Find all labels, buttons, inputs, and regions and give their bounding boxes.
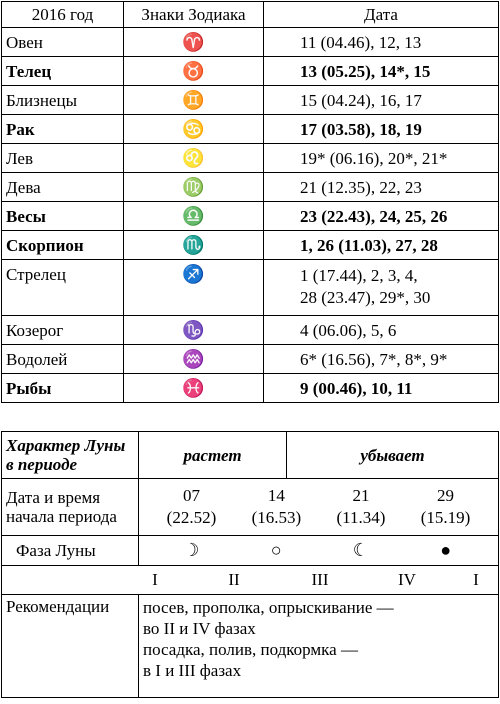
- sign-dates: 19* (06.16), 20*, 21*: [264, 144, 499, 173]
- sign-dates: 6* (16.56), 7*, 8*, 9*: [264, 345, 499, 374]
- period-day: 14: [267, 486, 285, 505]
- period-time: (22.52): [166, 508, 217, 527]
- period-time: (11.34): [336, 508, 386, 527]
- period-date: [421, 485, 471, 529]
- phase-numerals: [2, 566, 499, 595]
- waning-label: убывает: [287, 432, 499, 479]
- phase-numeral: IV: [398, 570, 416, 589]
- aquarius-icon: ♒: [124, 345, 264, 374]
- period-date: [167, 485, 217, 529]
- last-quarter-moon-icon: ☾: [352, 540, 369, 560]
- sign-name: Телец: [2, 57, 124, 86]
- sign-dates: 17 (03.58), 18, 19: [264, 115, 499, 144]
- sign-dates: 21 (12.35), 22, 23: [264, 173, 499, 202]
- period-time: (16.53): [251, 508, 302, 527]
- sign-dates: 1, 26 (11.03), 27, 28: [264, 231, 499, 260]
- phase-numeral: II: [228, 570, 240, 589]
- phase-numeral: III: [311, 570, 329, 589]
- sign-name: Весы: [2, 202, 124, 231]
- recommendations-label: Рекомендации: [2, 595, 139, 698]
- recommendation-line: в I и III фазах: [143, 661, 242, 680]
- date-header: Дата: [264, 2, 499, 28]
- moon-phase-table: [1, 431, 499, 698]
- moon-character-row: [2, 432, 499, 479]
- zodiac-row-sagittarius: [2, 260, 499, 316]
- sign-name: Стрелец: [2, 260, 124, 316]
- moon-phase-row: [2, 536, 499, 566]
- period-date: [336, 485, 385, 529]
- recommendations-text: [139, 595, 499, 698]
- zodiac-row-virgo: [2, 173, 499, 202]
- period-day: 21: [352, 486, 370, 505]
- sign-name: Рак: [2, 115, 124, 144]
- sign-name: Дева: [2, 173, 124, 202]
- first-quarter-moon-icon: ☽: [183, 540, 200, 560]
- signs-header: Знаки Зодиака: [124, 2, 264, 28]
- recommendations-row: [2, 595, 499, 698]
- sign-name: Скорпион: [2, 231, 124, 260]
- recommendation-line: во II и IV фазах: [143, 619, 256, 638]
- zodiac-row-aries: [2, 28, 499, 57]
- zodiac-row-aquarius: [2, 345, 499, 374]
- sign-dates: 23 (22.43), 24, 25, 26: [264, 202, 499, 231]
- period-start-label-line-2: начала периода: [6, 507, 117, 526]
- year-header: 2016 год: [2, 2, 124, 28]
- zodiac-row-leo: [2, 144, 499, 173]
- zodiac-row-cancer: [2, 115, 499, 144]
- aries-icon: ♈: [124, 28, 264, 57]
- phase-numeral-row: [2, 566, 499, 595]
- sign-dates: 11 (04.46), 12, 13: [264, 28, 499, 57]
- sign-dates: 4 (06.06), 5, 6: [264, 316, 499, 345]
- recommendation-line: посев, прополка, опрыскивание —: [143, 598, 394, 617]
- waxing-label: растет: [139, 432, 287, 479]
- moon-character-label-line-2: в периоде: [6, 455, 78, 474]
- sign-dates: 15 (04.24), 16, 17: [264, 86, 499, 115]
- scorpio-icon: ♏: [124, 231, 264, 260]
- full-moon-icon: ○: [270, 540, 282, 560]
- sign-dates: [264, 260, 499, 316]
- capricorn-icon: ♑: [124, 316, 264, 345]
- period-date: [252, 485, 302, 529]
- phase-numeral: I: [152, 570, 158, 589]
- zodiac-row-scorpio: [2, 231, 499, 260]
- moon-character-label-line-1: Характер Луны: [6, 436, 126, 455]
- sign-dates: 13 (05.25), 14*, 15: [264, 57, 499, 86]
- gemini-icon: ♊: [124, 86, 264, 115]
- zodiac-header-row: [2, 2, 499, 28]
- zodiac-row-pisces: [2, 374, 499, 403]
- zodiac-calendar-table: [1, 1, 499, 403]
- moon-phase-icons: [139, 536, 499, 566]
- sign-name: Козерог: [2, 316, 124, 345]
- virgo-icon: ♍: [124, 173, 264, 202]
- recommendation-line: посадка, полив, подкормка —: [143, 640, 358, 659]
- sign-name: Водолей: [2, 345, 124, 374]
- period-start-row: [2, 479, 499, 536]
- sign-name: Овен: [2, 28, 124, 57]
- period-day: 07: [182, 486, 200, 505]
- zodiac-row-taurus: [2, 57, 499, 86]
- new-moon-icon: ●: [440, 540, 452, 560]
- leo-icon: ♌: [124, 144, 264, 173]
- period-day: 29: [437, 486, 455, 505]
- zodiac-row-gemini: [2, 86, 499, 115]
- sagittarius-icon: ♐: [124, 260, 264, 316]
- sign-name: Рыбы: [2, 374, 124, 403]
- libra-icon: ♎: [124, 202, 264, 231]
- period-start-label: [2, 479, 139, 536]
- moon-character-label: [2, 432, 139, 479]
- sign-name: Лев: [2, 144, 124, 173]
- cancer-icon: ♋: [124, 115, 264, 144]
- sign-dates-line-1: 1 (17.44), 2, 3, 4,: [300, 266, 418, 285]
- sign-name: Близнецы: [2, 86, 124, 115]
- pisces-icon: ♓: [124, 374, 264, 403]
- period-time: (15.19): [420, 508, 471, 527]
- zodiac-row-libra: [2, 202, 499, 231]
- sign-dates-line-2: 28 (23.47), 29*, 30: [300, 288, 431, 307]
- phase-numeral: I: [473, 570, 479, 589]
- moon-phase-label: Фаза Луны: [2, 536, 139, 566]
- sign-dates: 9 (00.46), 10, 11: [264, 374, 499, 403]
- taurus-icon: ♉: [124, 57, 264, 86]
- period-dates: [139, 479, 499, 536]
- period-start-label-line-1: Дата и время: [6, 488, 101, 507]
- zodiac-row-capricorn: [2, 316, 499, 345]
